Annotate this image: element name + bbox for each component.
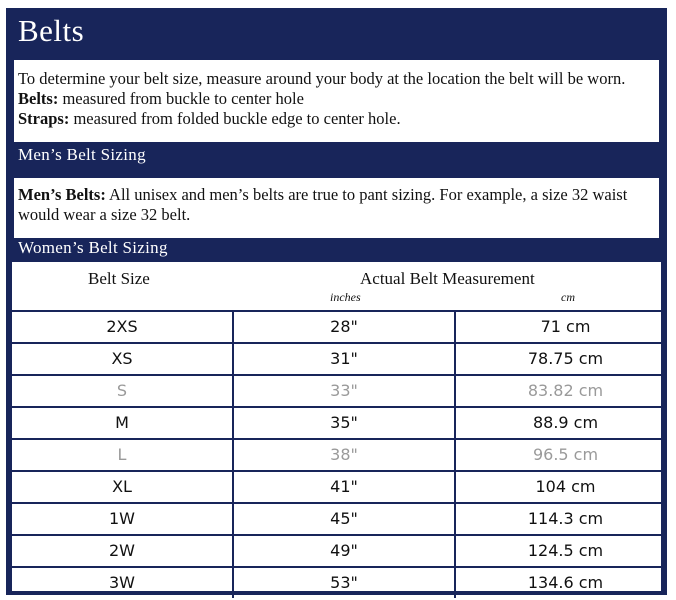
cm-cell: 124.5 cm <box>527 541 604 560</box>
inches-cell: 41" <box>234 472 456 502</box>
cm-cell: 78.75 cm <box>527 349 604 368</box>
table-row <box>12 408 661 440</box>
table-row <box>12 344 661 376</box>
womens-size-table <box>12 262 661 591</box>
table-row <box>12 536 661 568</box>
straps-definition <box>18 109 659 129</box>
cm-cell: 83.82 cm <box>527 381 604 400</box>
table-row <box>12 440 661 472</box>
column-header-belt-size: Belt Size <box>88 269 150 288</box>
inches-cell: 33" <box>234 376 456 406</box>
mens-text: All unisex and men’s belts are true to pant sizing. For example, a size 32 waist would wear a size 32 belt. <box>18 185 628 224</box>
cm-cell: 104 cm <box>535 477 596 496</box>
mens-label: Men’s Belts: <box>18 185 106 204</box>
table-row <box>12 568 661 598</box>
mens-panel <box>14 178 659 238</box>
cm-cell: 71 cm <box>540 317 591 336</box>
size-cell: S <box>12 376 234 406</box>
belts-definition <box>18 89 659 109</box>
size-cell: M <box>12 408 234 438</box>
size-cell: XS <box>12 344 234 374</box>
intro-text: To determine your belt size, measure around your body at the location the belt will be worn. <box>18 69 626 88</box>
size-cell: XL <box>12 472 234 502</box>
womens-section-header: Women’s Belt Sizing <box>18 238 168 257</box>
belts-label: Belts: <box>18 89 59 108</box>
cm-cell: 88.9 cm <box>532 413 599 432</box>
size-cell: 2W <box>12 536 234 566</box>
mens-description <box>18 185 659 225</box>
inches-cell: 53" <box>234 568 456 598</box>
inches-cell: 45" <box>234 504 456 534</box>
table-row <box>12 312 661 344</box>
mens-section-header: Men’s Belt Sizing <box>18 145 146 164</box>
size-cell: 1W <box>12 504 234 534</box>
page-title: Belts <box>18 13 85 48</box>
size-cell: L <box>12 440 234 470</box>
unit-cm-label: cm <box>561 290 575 304</box>
inches-cell: 38" <box>234 440 456 470</box>
inches-cell: 28" <box>234 312 456 342</box>
column-header-measurement: Actual Belt Measurement <box>360 269 535 288</box>
belt-size-chart <box>6 8 667 595</box>
cm-cell: 96.5 cm <box>532 445 599 464</box>
inches-cell: 35" <box>234 408 456 438</box>
belts-text: measured from buckle to center hole <box>58 89 304 108</box>
cm-cell: 134.6 cm <box>527 573 604 592</box>
straps-label: Straps: <box>18 109 70 128</box>
table-row <box>12 376 661 408</box>
cm-cell: 114.3 cm <box>527 509 604 528</box>
straps-text: measured from folded buckle edge to center hole. <box>69 109 401 128</box>
size-cell: 2XS <box>12 312 234 342</box>
size-cell: 3W <box>12 568 234 598</box>
table-header <box>12 262 661 312</box>
table-body <box>12 312 661 598</box>
inches-cell: 31" <box>234 344 456 374</box>
intro-panel <box>14 60 659 142</box>
table-row <box>12 472 661 504</box>
table-row <box>12 504 661 536</box>
unit-inches-label: inches <box>330 290 361 304</box>
inches-cell: 49" <box>234 536 456 566</box>
